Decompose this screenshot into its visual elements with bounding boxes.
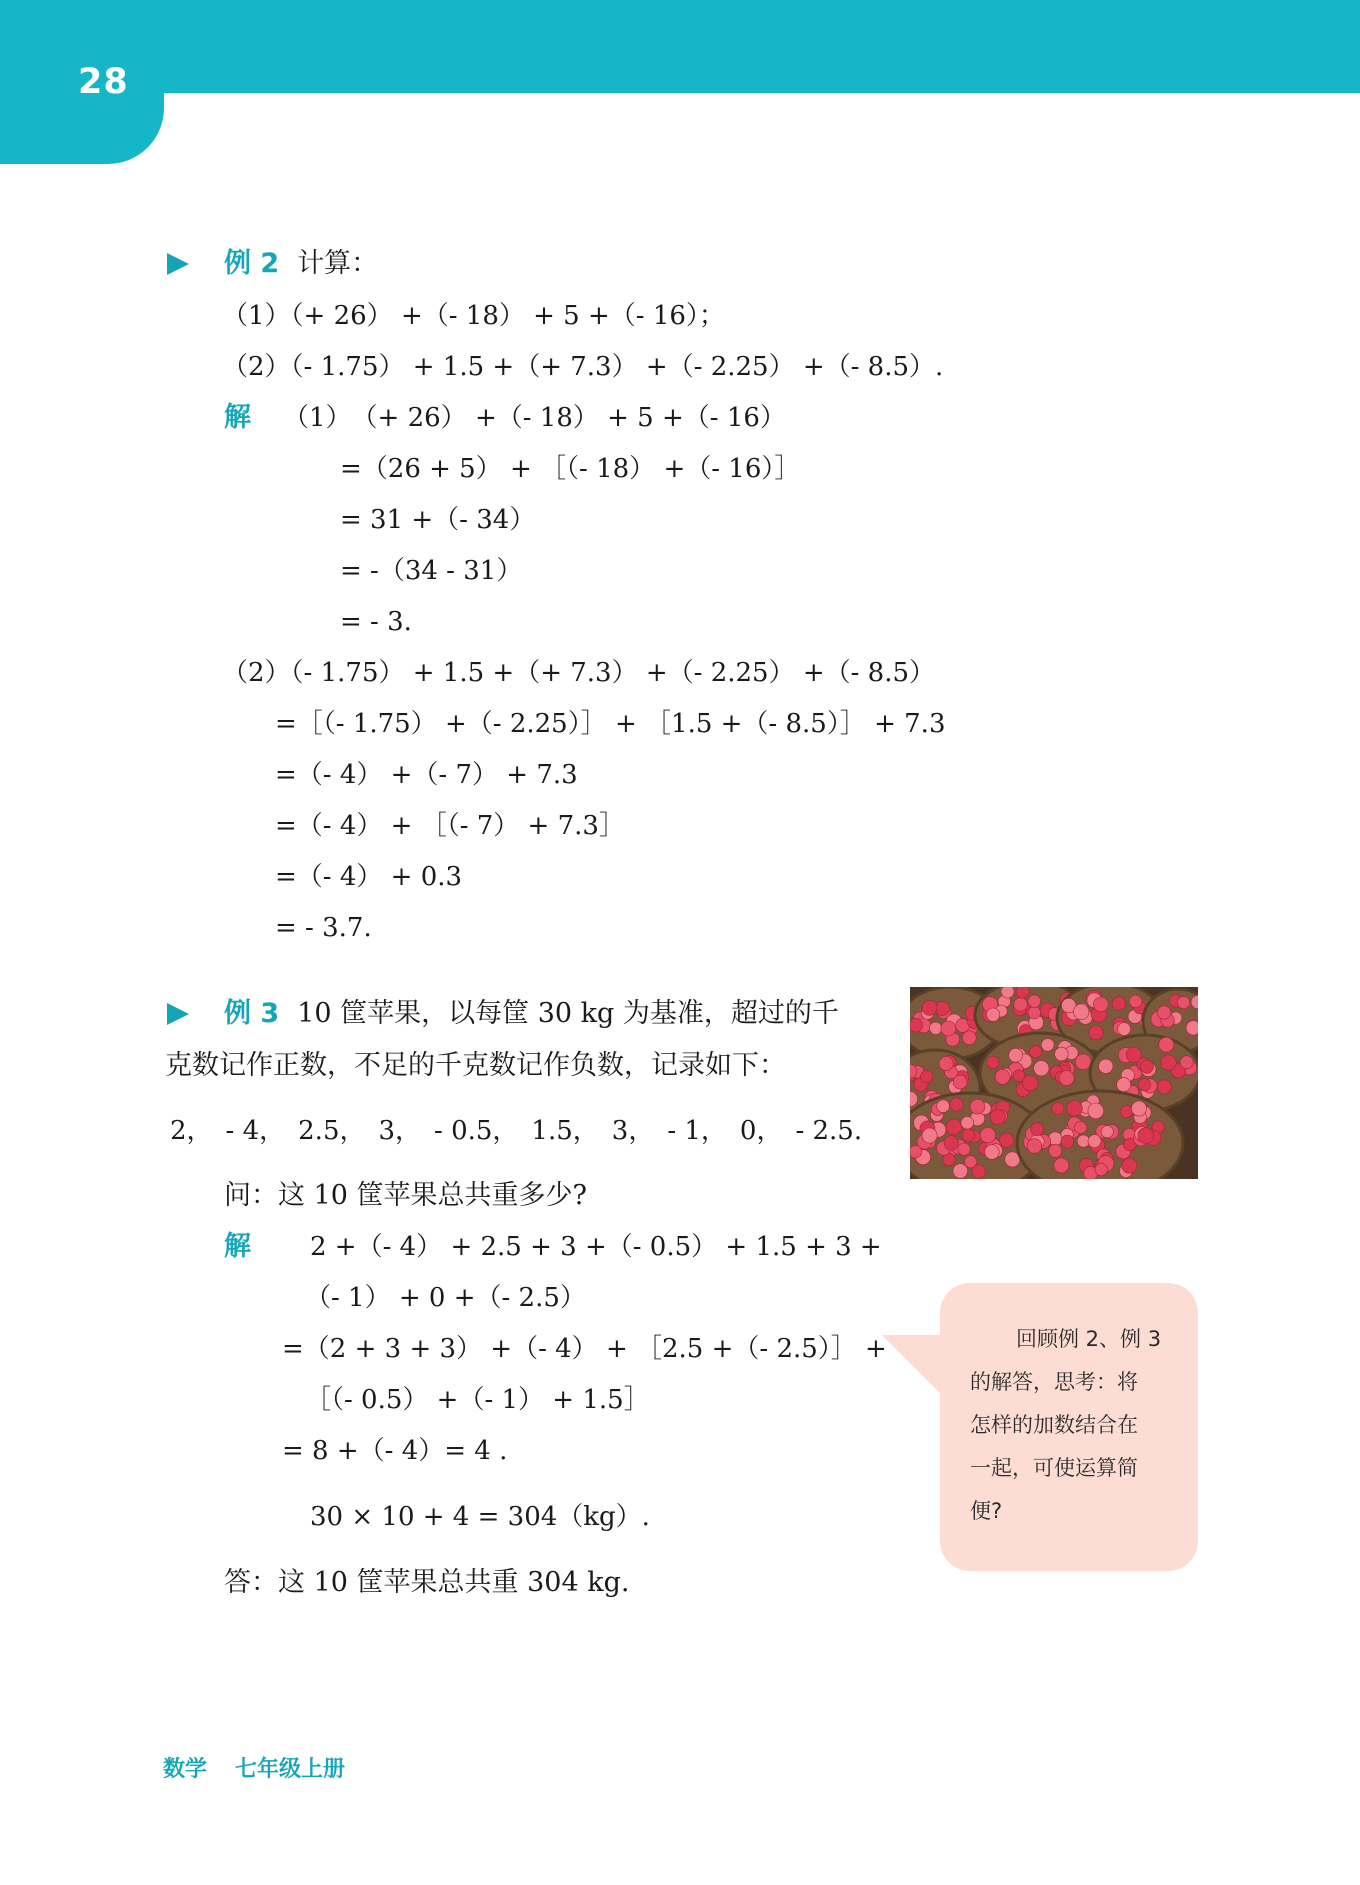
example-2-heading (224, 247, 378, 281)
apple-shape (1001, 987, 1014, 998)
solution-1-line: （1） （+ 26） +（- 18） + 5 +（- 16） (283, 403, 786, 433)
apple-shape (1031, 1123, 1044, 1136)
example-3-solution-line: = 8 +（- 4）= 4 . (282, 1436, 508, 1466)
apple-shape (980, 1128, 995, 1143)
apple-shape (1138, 1128, 1154, 1144)
apple-shape (1180, 1056, 1193, 1069)
apple-shape (1055, 1047, 1069, 1061)
apple-shape (1131, 1101, 1146, 1116)
apple-shape (1089, 1025, 1103, 1039)
apple-shape (972, 1165, 985, 1178)
solution-2-line: =［（- 1.75） +（- 2.25）］ + ［1.5 +（- 8.5）］ + 7.3 (275, 709, 946, 739)
example-3-solution-line: 2 +（- 4） + 2.5 + 3 +（- 0.5） + 1.5 + 3 + (310, 1232, 882, 1262)
sidebar-note-line: 怎样的加数结合在 (970, 1413, 1138, 1437)
apple-shape (1028, 995, 1041, 1008)
apple-shape (1059, 1071, 1074, 1086)
apple-shape (987, 1056, 999, 1068)
apple-shape (1030, 1046, 1042, 1058)
apple-shape (1129, 995, 1141, 1007)
apple-shape (1093, 997, 1108, 1012)
apple-shape (1027, 1139, 1042, 1154)
apple-shape (937, 1100, 950, 1113)
solution-1-line: = 31 +（- 34） (340, 505, 536, 535)
apple-shape (990, 1110, 1005, 1125)
apple-shape (1161, 1055, 1177, 1071)
speech-bubble-tail (882, 1335, 942, 1395)
apple-shape (999, 1133, 1013, 1147)
apple-shape (1088, 1135, 1101, 1148)
apple-shape (922, 1128, 937, 1143)
apple-shape (1016, 987, 1029, 998)
example-2-arrow-icon (167, 253, 189, 275)
apple-shape (1009, 1048, 1023, 1062)
example-2-problem-2: （2）（- 1.75） + 1.5 +（+ 7.3） +（- 2.25） +（- 8.5）. (222, 352, 944, 382)
footer-subject: 数学 (163, 1757, 208, 1782)
apple-shape (1073, 1004, 1089, 1020)
apple-shape (1112, 997, 1125, 1010)
example-3-text-line-2: 克数记作正数，不足的千克数记作负数，记录如下： (165, 1050, 786, 1081)
apple-shape (946, 1119, 962, 1135)
example-2-solution-label: 解 (224, 402, 251, 433)
apple-baskets-photo (910, 987, 1198, 1179)
apple-shape (1101, 1126, 1113, 1138)
apple-shape (1120, 1106, 1132, 1118)
apple-shape (1177, 996, 1189, 1008)
footer (163, 1752, 345, 1783)
apple-shape (939, 1057, 953, 1071)
sidebar-note-line: 便? (970, 1499, 1003, 1523)
apple-shape (1067, 1101, 1083, 1117)
apple-shape (995, 1069, 1010, 1084)
example-3-solution-line: （- 1） + 0 +（- 2.5） (305, 1283, 586, 1313)
solution-2-line: =（- 4） +（- 7） + 7.3 (275, 760, 578, 790)
apple-shape (1061, 1135, 1074, 1148)
apple-shape (986, 1008, 999, 1021)
solution-1-line: =（26 + 5） + ［（- 18） +（- 16）］ (340, 454, 801, 484)
solution-2-line: =（- 4） + ［（- 7） + 7.3］ (275, 811, 625, 841)
example-3-answer: 答：这 10 筐苹果总共重 304 kg. (224, 1567, 630, 1598)
example-2-label: 例 2 (224, 248, 280, 279)
apple-shape (1075, 1054, 1091, 1070)
example-3-solution-line: =（2 + 3 + 3） +（- 4） + ［2.5 +（- 2.5）］ + (282, 1334, 887, 1364)
solution-1-line: = -（34 - 31） (340, 556, 523, 586)
apple-shape (935, 1002, 949, 1016)
sidebar-note-line: 一起，可使运算简 (970, 1456, 1138, 1480)
apple-shape (1022, 1075, 1038, 1091)
apple-shape (1075, 1121, 1087, 1133)
example-2-problem-1: （1）（+ 26） +（- 18） + 5 +（- 16）； (222, 301, 725, 331)
apple-shape (1052, 1102, 1064, 1114)
example-3-heading (224, 997, 839, 1031)
sidebar-note-line: 回顾例 2、例 3 (1016, 1327, 1162, 1351)
apple-shape (1028, 1007, 1040, 1019)
apple-shape (1186, 1021, 1198, 1035)
example-3-label: 例 3 (224, 998, 280, 1029)
apple-shape (1157, 1006, 1170, 1019)
page-number: 28 (78, 62, 129, 102)
apple-shape (958, 1143, 970, 1155)
apple-shape (953, 1075, 967, 1089)
example-2-title: 计算： (297, 248, 379, 279)
apple-shape (962, 1031, 976, 1045)
example-3-records: 2， - 4， 2.5， 3， - 0.5， 1.5， 3， - 1， 0， - 2.5. (170, 1116, 863, 1146)
apple-shape (1157, 1080, 1171, 1094)
example-3-solution-label: 解 (224, 1231, 251, 1262)
apple-shape (970, 1099, 985, 1114)
apple-shape (953, 1164, 968, 1179)
solution-2-line: =（- 4） + 0.3 (275, 862, 463, 892)
apple-shape (1034, 1061, 1049, 1076)
solution-2-line: = - 3.7. (275, 913, 372, 943)
apple-shape (1159, 1037, 1174, 1052)
apple-shape (930, 1022, 942, 1034)
apple-shape (944, 1136, 958, 1150)
apple-shape (1117, 1078, 1131, 1092)
apple-shape (961, 1117, 974, 1130)
example-3-text-line-1: 10 筐苹果，以每筐 30 kg 为基准，超过的千 (297, 998, 839, 1029)
apple-shape (941, 1021, 956, 1036)
apple-shape (1140, 1060, 1153, 1073)
apple-shape (1049, 1144, 1062, 1157)
sidebar-note-line: 的解答，思考：将 (970, 1370, 1138, 1394)
apple-shape (910, 1145, 922, 1158)
apple-shape (1088, 1103, 1104, 1119)
apple-shape (1138, 1078, 1150, 1090)
apple-shape (1126, 1047, 1141, 1062)
footer-grade: 七年级上册 (235, 1757, 346, 1782)
apple-shape (1122, 1158, 1137, 1173)
sidebar-note (970, 1318, 1175, 1533)
apple-shape (921, 1070, 933, 1082)
solution-2-line: （2）（- 1.75） + 1.5 +（+ 7.3） +（- 2.25） +（- 8.5） (222, 658, 936, 688)
example-3-solution-line: 30 × 10 + 4 = 304（kg）. (310, 1502, 650, 1532)
apple-shape (1054, 1158, 1069, 1173)
apple-shape (922, 1000, 937, 1015)
apple-shape (962, 1129, 975, 1142)
apple-shape (1014, 998, 1028, 1012)
solution-1-line: = - 3. (340, 607, 412, 637)
example-3-solution-line: ［（- 0.5） +（- 1） + 1.5］ (305, 1385, 650, 1415)
apple-baskets-illustration (910, 987, 1198, 1179)
apple-shape (910, 1018, 923, 1032)
example-3-question: 问：这 10 筐苹果总共重多少? (224, 1180, 587, 1211)
apple-shape (1095, 1163, 1107, 1175)
apple-shape (1118, 1023, 1131, 1036)
apple-shape (1099, 1059, 1113, 1073)
header-band (0, 0, 1360, 93)
apple-shape (1041, 1038, 1054, 1051)
apple-shape (985, 1145, 1000, 1160)
apple-shape (950, 1098, 963, 1111)
example-3-arrow-icon (167, 1003, 189, 1025)
